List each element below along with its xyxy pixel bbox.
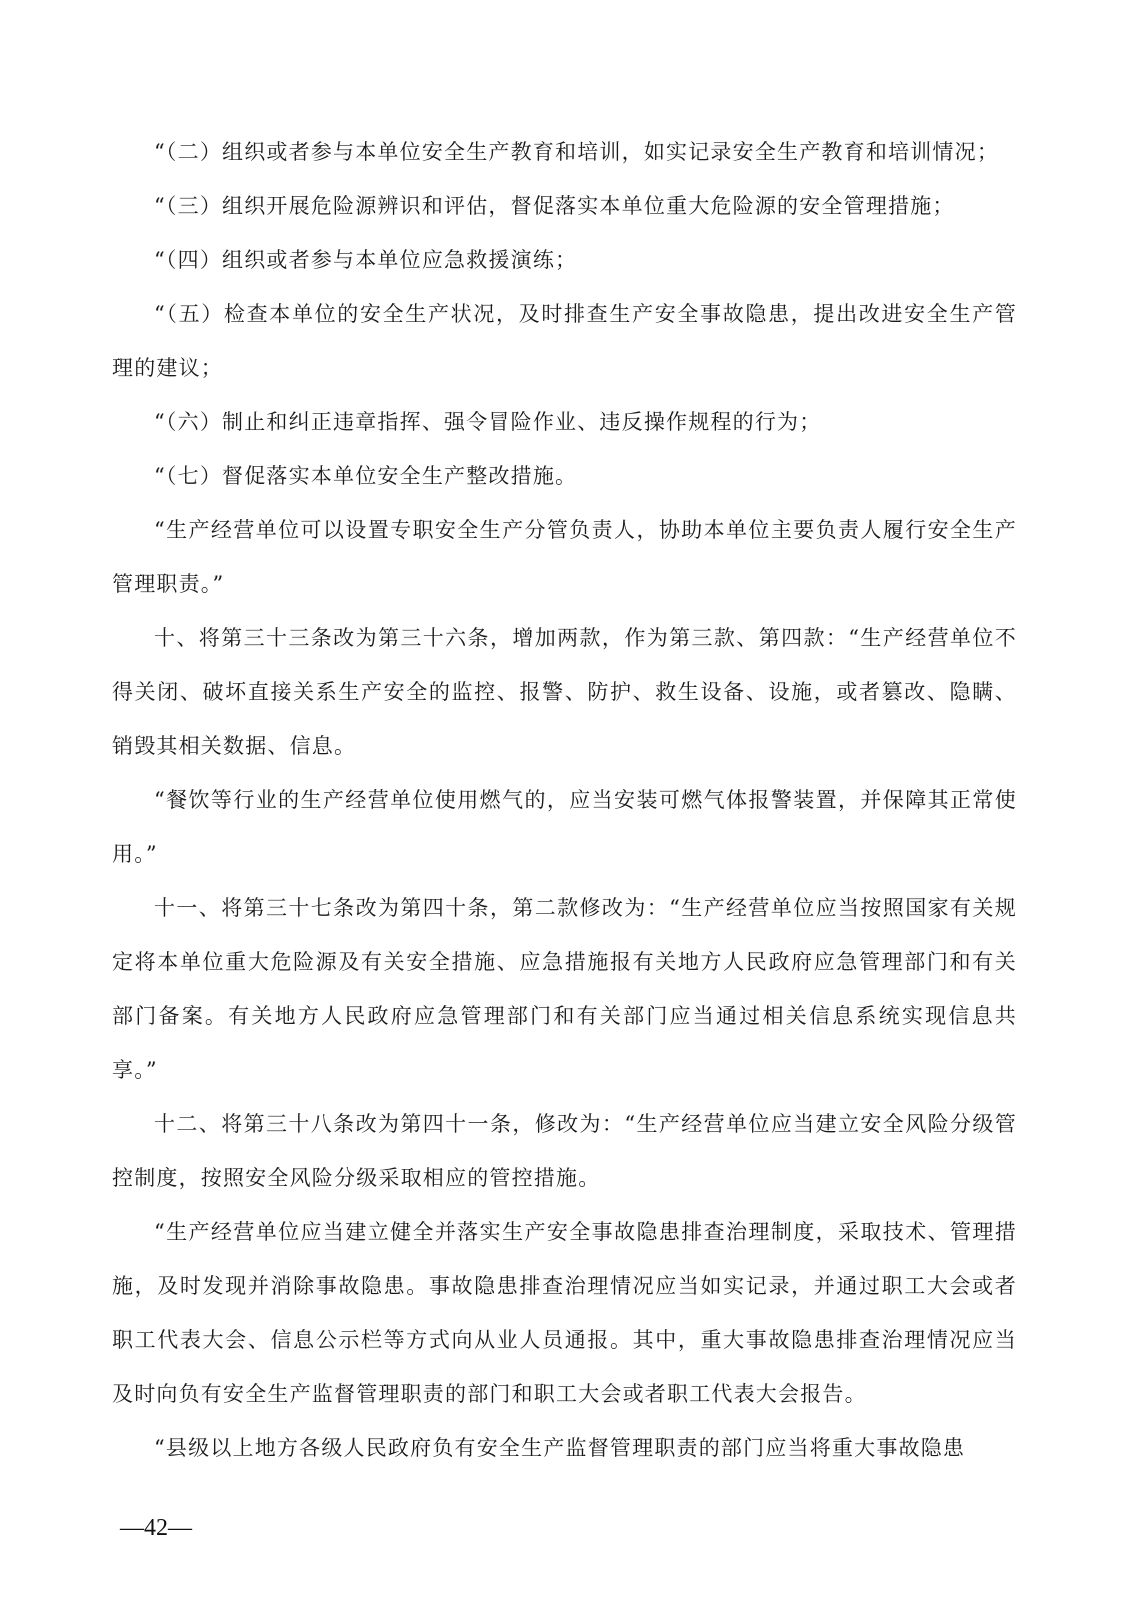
paragraph-hazard-investigation: “生产经营单位应当建立健全并落实生产安全事故隐患排查治理制度，采取技术、管理措施，及时发现并消除事故隐患。事故隐患排查治理情况应当如实记录，并通过职工大会或者职工代表大会、信息公示栏等方式向从业人员通报。其中，重大事故隐患排查治理情况应当及时向负有安全生产监督管理职责的部门和职工大会或者职工代表大会报告。 <box>112 1220 1017 1406</box>
paragraph-amendment-10: 十、将第三十三条改为第三十六条，增加两款，作为第三款、第四款：“生产经营单位不得关闭、破坏直接关系生产安全的监控、报警、防护、救生设备、设施，或者篡改、隐瞒、销毁其相关数据、信息。 <box>112 626 1017 758</box>
paragraph-item-4: “（四）组织或者参与本单位应急救援演练； <box>154 248 578 272</box>
paragraph-item-7: “（七）督促落实本单位安全生产整改措施。 <box>154 464 578 488</box>
paragraph-county-level: “县级以上地方各级人民政府负有安全生产监督管理职责的部门应当将重大事故隐患 <box>154 1436 966 1460</box>
paragraph-deputy-officer: “生产经营单位可以设置专职安全生产分管负责人，协助本单位主要负责人履行安全生产管理职责。” <box>112 518 1017 596</box>
paragraph-item-5: “（五）检查本单位的安全生产状况，及时排查生产安全事故隐患，提出改进安全生产管理的建议； <box>112 302 1017 380</box>
paragraph-gas-alarm: “餐饮等行业的生产经营单位使用燃气的，应当安装可燃气体报警装置，并保障其正常使用。” <box>112 788 1017 866</box>
paragraph-item-2: “（二）组织或者参与本单位安全生产教育和培训，如实记录安全生产教育和培训情况； <box>154 140 1000 164</box>
paragraph-amendment-12: 十二、将第三十八条改为第四十一条，修改为：“生产经营单位应当建立安全风险分级管控制度，按照安全风险分级采取相应的管控措施。 <box>112 1112 1017 1190</box>
paragraph-item-3: “（三）组织开展危险源辨识和评估，督促落实本单位重大危险源的安全管理措施； <box>154 194 955 218</box>
page-number: —42— <box>120 1515 192 1541</box>
paragraph-amendment-11: 十一、将第三十七条改为第四十条，第二款修改为：“生产经营单位应当按照国家有关规定将本单位重大危险源及有关安全措施、应急措施报有关地方人民政府应急管理部门和有关部门备案。有关地方人民政府应急管理部门和有关部门应当通过相关信息系统实现信息共享。” <box>112 896 1017 1082</box>
paragraph-item-6: “（六）制止和纠正违章指挥、强令冒险作业、违反操作规程的行为； <box>154 410 822 434</box>
document-body <box>112 125 1017 1475</box>
